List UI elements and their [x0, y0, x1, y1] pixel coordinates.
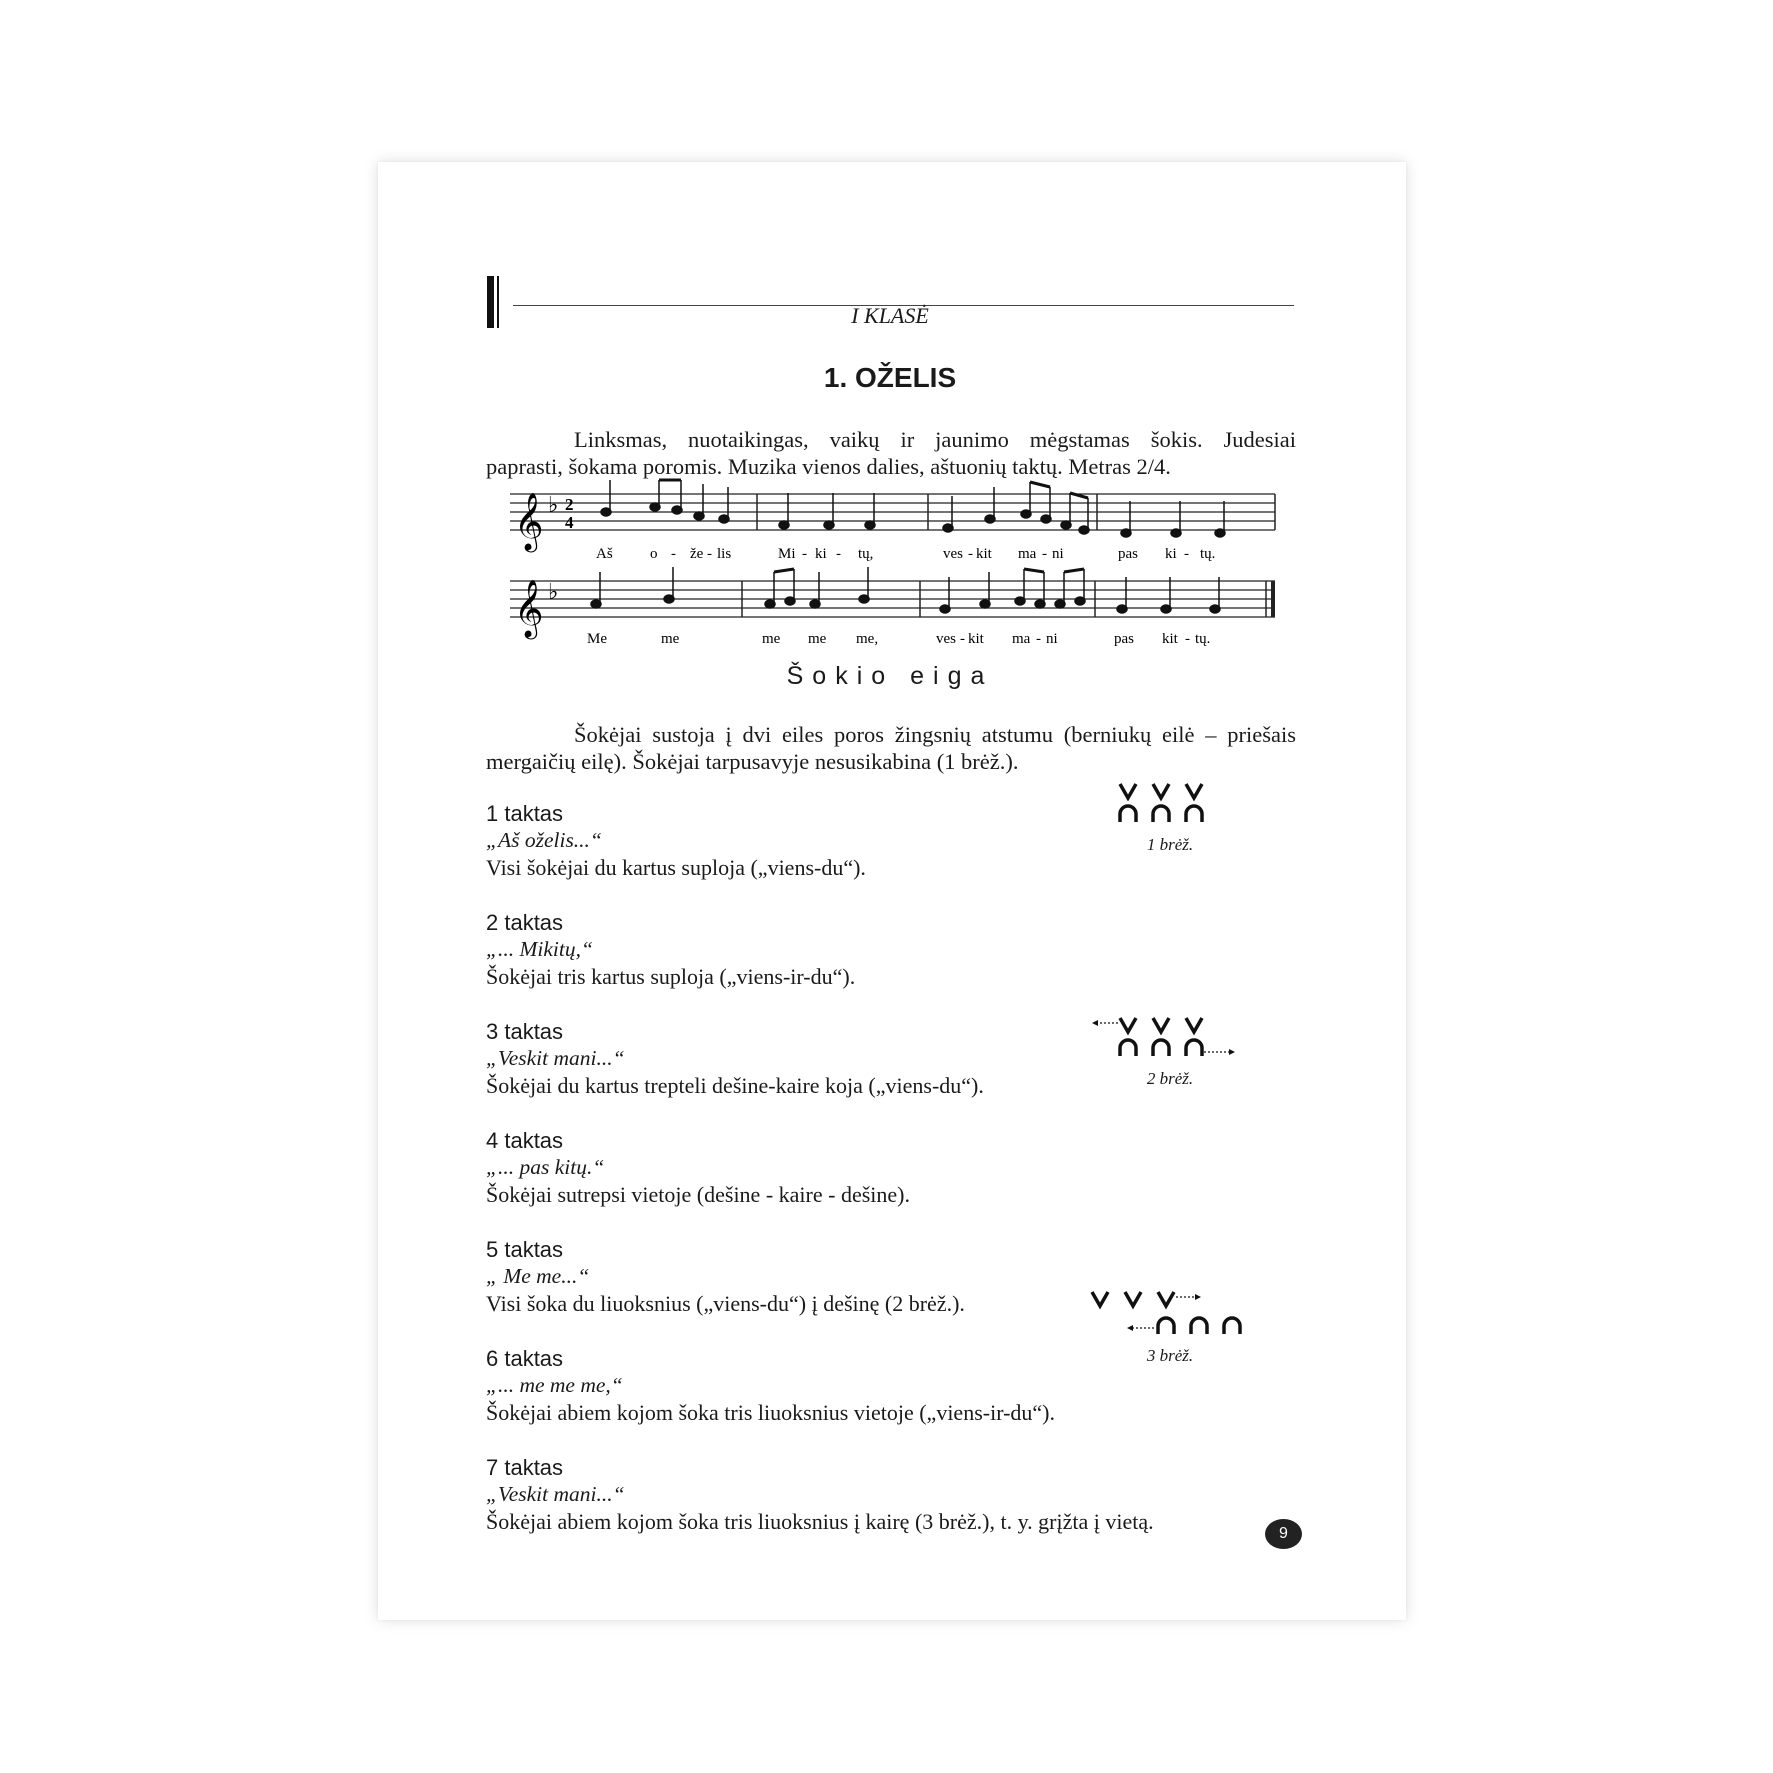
- step-heading: 3 taktas: [486, 1019, 564, 1044]
- step-quote: „Veskit mani...“: [486, 1482, 625, 1506]
- lyric: -: [1036, 631, 1041, 647]
- step-heading: 5 taktas: [486, 1237, 564, 1262]
- lyric: že: [690, 546, 704, 562]
- lyric: tų,: [858, 546, 874, 562]
- lyric: -: [960, 631, 965, 647]
- lyric: kit: [1162, 631, 1178, 647]
- step-text: Šokėjai abiem kojom šoka tris liuoksnius vietoje („viens-ir-du“).: [486, 1400, 1056, 1425]
- figure-1-caption: 1 brėž.: [1146, 835, 1194, 854]
- step-heading: 7 taktas: [486, 1455, 564, 1480]
- time-sig-bottom: 4: [565, 513, 574, 532]
- lyric: Me: [587, 631, 607, 647]
- lyric: ves: [943, 546, 963, 562]
- step-text: Šokėjai sutrepsi vietoje (dešine - kaire - dešine).: [486, 1182, 910, 1207]
- lyric: -: [836, 546, 841, 562]
- lyrics-line-1: [596, 546, 1215, 562]
- arrowhead-left-icon: [1127, 1325, 1133, 1331]
- arrowhead-right-icon: [1195, 1294, 1201, 1300]
- lyric: me,: [856, 631, 879, 647]
- lyric: ma: [1012, 631, 1031, 647]
- lyrics-line-2: [587, 631, 1210, 647]
- notes-1: [601, 480, 1225, 537]
- step-quote: „Veskit mani...“: [486, 1046, 625, 1070]
- diagram-2: [1090, 1010, 1260, 1070]
- lyric: ki: [815, 546, 827, 562]
- formation-line-1: Šokėjai sustoja į dvi eiles poros žingsnių atstumu (berniukų eilė – priešais: [574, 722, 1296, 747]
- step-heading: 2 taktas: [486, 910, 564, 935]
- arrowhead-left-icon: [1092, 1020, 1098, 1026]
- music-score: [0, 0, 1773, 700]
- step-quote: „Aš oželis...“: [486, 828, 602, 852]
- girls-row-icon: [1158, 1318, 1240, 1334]
- lyric: ni: [1046, 631, 1058, 647]
- lyric: pas: [1118, 546, 1138, 562]
- flat-icon: ♭: [548, 579, 559, 604]
- page-number: 9: [1265, 1519, 1302, 1549]
- boys-row-icon: [1120, 1018, 1202, 1032]
- step-text: Šokėjai abiem kojom šoka tris liuoksnius į kairę (3 brėž.), t. y. grįžta į vietą.: [486, 1509, 1154, 1534]
- time-sig-top: 2: [565, 495, 574, 514]
- flat-icon: ♭: [548, 492, 559, 517]
- lyric: Mi: [778, 546, 796, 562]
- lyric: ma: [1018, 546, 1037, 562]
- step-quote: „... pas kitų.“: [486, 1155, 605, 1179]
- lyric: kit: [968, 631, 984, 647]
- page-title: 1. OŽELIS: [823, 362, 957, 393]
- lyric: me: [661, 631, 680, 647]
- lyric: me: [808, 631, 827, 647]
- lyric: pas: [1114, 631, 1134, 647]
- lyric: tų.: [1195, 631, 1211, 647]
- step-quote: „ Me me...“: [486, 1264, 590, 1288]
- step-heading: 6 taktas: [486, 1346, 564, 1371]
- formation-paragraph: [486, 721, 1296, 775]
- step-quote: „... me me me,“: [486, 1373, 623, 1397]
- lyric: o: [650, 546, 658, 562]
- lyric: -: [802, 546, 807, 562]
- step-text: Šokėjai du kartus trepteli dešine-kaire koja („viens-du“).: [486, 1073, 984, 1098]
- section-header: I KLASĖ: [851, 303, 929, 328]
- diagram-1: [1110, 776, 1260, 836]
- arrowhead-right-icon: [1229, 1049, 1235, 1055]
- boys-row-icon: [1092, 1292, 1174, 1306]
- lyric: me: [762, 631, 781, 647]
- girls-row-icon: [1120, 1040, 1202, 1056]
- intro-line-2: paprasti, šokama poromis. Muzika vienos dalies, aštuonių taktų. Metras 2/4.: [486, 454, 1171, 479]
- treble-clef-icon: 𝄞: [514, 580, 544, 636]
- lyric: Aš: [596, 546, 613, 562]
- lyric: -: [707, 546, 712, 562]
- lyric: -: [1042, 546, 1047, 562]
- lyric: -: [968, 546, 973, 562]
- diagram-3: [1080, 1284, 1260, 1344]
- figure-2-caption: 2 brėž.: [1146, 1069, 1194, 1088]
- step-heading: 4 taktas: [486, 1128, 564, 1153]
- lyric: kit: [976, 546, 992, 562]
- formation-line-2: mergaičių eilę). Šokėjai tarpusavyje nesusikabina (1 brėž.).: [486, 749, 1019, 774]
- lyric: ves: [936, 631, 956, 647]
- lyric: lis: [717, 546, 732, 562]
- step-2: [486, 909, 1306, 990]
- step-text: Šokėjai tris kartus suploja („viens-ir-du“).: [486, 964, 856, 989]
- subheading-dance-course: Šokio eiga: [786, 662, 994, 690]
- treble-clef-icon: 𝄞: [514, 493, 544, 549]
- lyric: -: [671, 546, 676, 562]
- step-4: [486, 1127, 1306, 1208]
- boys-row-icon: [1120, 784, 1202, 798]
- staff-2: [510, 581, 1275, 617]
- lyric: ni: [1052, 546, 1064, 562]
- lyric: ki: [1165, 546, 1177, 562]
- intro-line-1: Linksmas, nuotaikingas, vaikų ir jaunimo mėgstamas šokis. Judesiai: [574, 427, 1296, 452]
- step-7: [486, 1454, 1306, 1535]
- step-heading: 1 taktas: [486, 801, 564, 826]
- staff-1: [510, 494, 1275, 530]
- step-quote: „... Mikitų,“: [486, 937, 593, 961]
- step-text: Visi šoka du liuoksnius („viens-du“) į dešinę (2 brėž.).: [486, 1291, 965, 1316]
- lyric: tų.: [1200, 546, 1216, 562]
- lyric: -: [1185, 631, 1190, 647]
- girls-row-icon: [1120, 806, 1202, 822]
- step-text: Visi šokėjai du kartus suploja („viens-du“).: [486, 855, 866, 880]
- figure-3-caption: 3 brėž.: [1146, 1346, 1194, 1365]
- lyric: -: [1184, 546, 1189, 562]
